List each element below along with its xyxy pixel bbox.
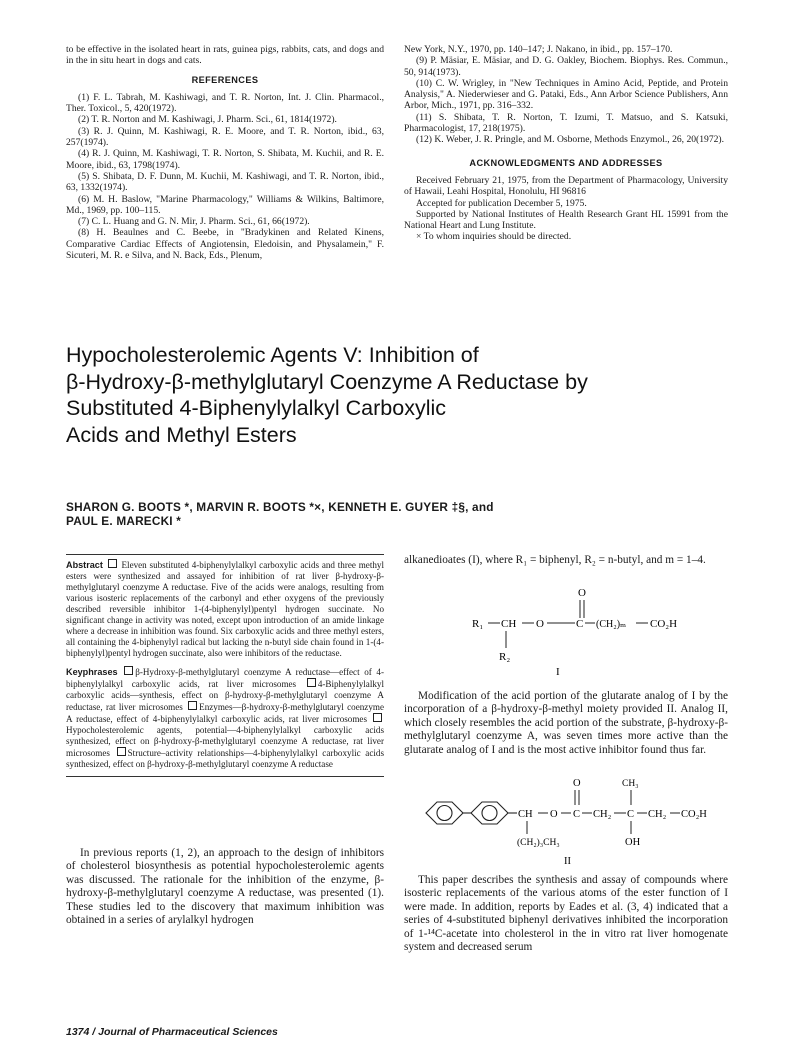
reference-item: (4) R. J. Quinn, M. Kashiwagi, T. R. Norton, S. Shibata, M. Kuchii, and R. E. Moore, ibid., 63, 1798(1974). — [66, 148, 384, 171]
struct-atom: (CH₂)₃CH₃ — [517, 838, 560, 848]
struct-atom: O — [578, 587, 586, 599]
left-top-block — [66, 44, 384, 261]
structure-label: I — [556, 666, 560, 676]
page-footer: 1374 / Journal of Pharmaceutical Sciences — [66, 1026, 278, 1038]
reference-continuation: New York, N.Y., 1970, pp. 140–147; J. Nakano, in ibid., pp. 157–170. — [404, 44, 673, 55]
keyphrases-label: Keyphrases — [66, 667, 118, 677]
struct-atom: O — [550, 809, 558, 820]
struct-atom: OH — [625, 837, 641, 848]
reference-item: (5) S. Shibata, D. F. Dunn, M. Kuchii, M. Kashiwagi, and T. R. Norton, ibid., 63, 1332(1974). — [66, 170, 384, 194]
struct-atom: CH₂ — [593, 809, 612, 820]
author-line: PAUL E. MARECKI * — [66, 514, 182, 528]
biphenyl-rings — [426, 802, 517, 824]
structure-label: II — [564, 856, 571, 866]
struct-atom: CO₂H — [681, 809, 707, 820]
struct-atom: O — [573, 778, 581, 789]
square-bullet-icon — [117, 747, 126, 756]
structure-II-diagram — [404, 778, 728, 866]
title-line: Hypocholesterolemic Agents V: Inhibition of — [66, 343, 479, 367]
struct-atom: CH₂ — [648, 809, 667, 820]
right-body-p3 — [404, 874, 728, 954]
struct-atom: C — [576, 618, 584, 630]
ack-item: Accepted for publication December 5, 1975. — [416, 197, 587, 209]
reference-item: (7) C. L. Huang and G. N. Mir, J. Pharm. Sci., 61, 66(1972). — [78, 216, 310, 228]
right-body-p2 — [404, 690, 728, 757]
title-line: β-Hydroxy-β-methylglutaryl Coenzyme A Reductase by — [66, 369, 588, 394]
title-line: Substituted 4-Biphenylylalkyl Carboxylic — [66, 396, 447, 420]
body-paragraph: alkanedioates (I), where R₁ = biphenyl, R₂ = n-butyl, and m = 1–4. — [404, 554, 706, 566]
references-list-left — [66, 92, 384, 261]
struct-atom: CH — [518, 809, 533, 820]
ack-item: Supported by National Institutes of Health Research Grant HL 15991 from the National Heart and Lung Institute. — [404, 208, 728, 232]
title-line: Acids and Methyl Esters — [66, 422, 297, 447]
square-bullet-icon — [373, 713, 382, 722]
reference-item: (10) C. W. Wrigley, in "New Techniques in Amino Acid, Peptide, and Protein Analysis," A. Niederwieser and G. Pataki, Eds., Ann Arbor Science Publishers, Ann Arbor, Mich., 1971, pp. 316–332. — [404, 77, 728, 112]
struct-atom: CH — [501, 618, 517, 630]
struct-atom: C — [627, 809, 635, 820]
struct-atom: (CH₂)ₘ — [596, 619, 627, 630]
reference-item: (1) F. L. Tabrah, M. Kashiwagi, and T. R. Norton, Int. J. Clin. Pharmacol., Ther. Toxicol., 5, 420(1972). — [66, 91, 384, 115]
keyphrase: Hypocholesterolemic agents, potential—4-biphenylylalkyl carboxylic acids synthesized, effect on β-hydroxy-β-methylglutaryl coenzyme A reductase, rat liver microsomes — [66, 725, 384, 758]
abstract-text: Eleven substituted 4-biphenylylalkyl carboxylic acids and three methyl esters were synthesized and assayed for inhibition of rat liver β-hydroxy-β-methylglutaryl coenzyme A reductase. Five of the acids were analogs, resulting from various isosteric replacements of the carbonyl and ether oxygens of the previously described reversible inhibitor 1-(4-biphenylyl)pentyl hydrogen succinate. No significant change in activity was noted, except upon introduction of an amide linkage where a decrease in inhibition was found. Six carboxylic acids and three methyl esters, all containing the 4-biphenylyl radical but lacking the n-butyl side chain found in 1-(4-biphenylyl)pentyl hydrogen succinate, also were inhibitors of the reductase. — [66, 560, 384, 658]
struct-atom: R₂ — [499, 651, 511, 663]
aromatic-circle — [437, 806, 452, 821]
body-paragraph: This paper describes the synthesis and assay of compounds where isosteric replacements of the various atoms of the ester function of I were made. In addition, reports by Eades et al. (3, 4) indicated that a series of 4-substituted biphenyl derivatives inhibited the incorporation of 1-¹⁴C-acetate into cholesterol in the in vitro rat liver homogenate system and decreased serum — [404, 874, 728, 954]
struct-atom: CH₃ — [622, 779, 639, 789]
keyphrase: Structure–activity relationships—4-biphenylylalkyl carboxylic acids synthesized, effect on β-hydroxy-β-methylglutaryl coenzyme A reductase — [66, 748, 384, 769]
article-title — [66, 342, 706, 448]
body-paragraph: Modification of the acid portion of the glutarate analog of I by the incorporation of a β-hydroxy-β-methyl moiety provided II. Analog II, which closely resembles the acid portion of the substrate, β-hydroxy-β-methylglutaryl coenzyme A, was seven times more active than the glutarate analog of I and is the most active inhibitor found thus far. — [404, 690, 728, 756]
references-heading: REFERENCES — [191, 74, 259, 85]
struct-atom: C — [573, 809, 581, 820]
keyphrases-paragraph — [66, 666, 384, 770]
square-bullet-icon — [124, 666, 133, 675]
reference-item: (3) R. J. Quinn, M. Kashiwagi, R. E. Moore, and T. R. Norton, ibid., 63, 257(1974). — [66, 125, 384, 149]
keyphrase: 4-Biphenylylalkyl carboxylic acids—synthesis, effect on β-hydroxy-β-methylglutaryl coenzyme A reductase, rat liver microsomes — [66, 679, 384, 712]
keyphrase: Enzymes—β-hydroxy-β-methylglutaryl coenzyme A reductase, effect of 4-biphenylylalkyl carboxylic acids, rat liver microsomes — [66, 702, 384, 724]
reference-item: (9) P. Mäsiar, E. Mäsiar, and D. G. Oakley, Biochem. Biophys. Res. Commun., 50, 914(1973). — [404, 55, 728, 78]
acknowledgments-heading: ACKNOWLEDGMENTS AND ADDRESSES — [469, 157, 663, 168]
left-body — [66, 847, 384, 927]
abstract-label: Abstract — [66, 560, 103, 570]
acknowledgments-list — [404, 175, 728, 243]
struct-atom: R₁ — [472, 618, 484, 630]
intro-paragraph: In previous reports (1, 2), an approach to the design of inhibitors of cholesterol biosynthesis as potential hypocholesterolemic agents was discussed. The rationale for the inhibition of the enzyme, β-hydroxy-β-methylglutaryl coenzyme A reductase, was presented (1). These studies led to the discovery that maximum inhibition was obtained in a series of arylalkyl hydrogen — [66, 847, 384, 927]
square-bullet-icon — [188, 701, 197, 710]
struct-atom: CO₂H — [650, 618, 678, 630]
abstract-paragraph — [66, 559, 384, 659]
reference-item: (2) T. R. Norton and M. Kashiwagi, J. Pharm. Sci., 61, 1814(1972). — [78, 114, 337, 126]
reference-item: (6) M. H. Baslow, "Marine Pharmacology," Williams & Wilkins, Baltimore, Md., 1969, pp. 100–115. — [66, 193, 384, 216]
ack-item: × To whom inquiries should be directed. — [416, 231, 572, 243]
reference-item: (12) K. Weber, J. R. Pringle, and M. Osborne, Methods Enzymol., 26, 20(1972). — [416, 134, 725, 146]
right-body-p1 — [404, 554, 728, 567]
carryover-text: to be effective in the isolated heart in rats, guinea pigs, rabbits, cats, and dogs and in the in situ heart in dogs and cats. — [66, 44, 384, 67]
references-list-right — [404, 55, 728, 145]
abstract-box — [66, 554, 384, 777]
aromatic-circle — [482, 806, 497, 821]
author-list — [66, 500, 726, 528]
right-top-block — [404, 44, 728, 243]
author-line: SHARON G. BOOTS *, MARVIN R. BOOTS *×, KENNETH E. GUYER ‡§, and — [66, 500, 494, 514]
struct-atom: O — [536, 618, 544, 630]
square-bullet-icon — [108, 559, 117, 568]
structure-I-diagram — [470, 586, 690, 676]
reference-item: (8) H. Beaulnes and C. Beebe, in "Bradykinen and Related Kinens, Comparative Cardiac Effects of Angiotensin, Eledoisin, and Physalamein," F. Sicuteri, M. R. e Silva, and N. Back, Eds., Plenum, — [66, 227, 384, 262]
keyphrase: β-Hydroxy-β-methylglutaryl coenzyme A reductase—effect of 4-biphenylylalkyl carboxylic acids, rat liver microsomes — [66, 667, 384, 689]
ack-item: Received February 21, 1975, from the Department of Pharmacology, University of Hawaii, Leahi Hospital, Honolulu, HI 96816 — [404, 174, 728, 198]
square-bullet-icon — [307, 678, 316, 687]
reference-item: (11) S. Shibata, T. R. Norton, T. Izumi, T. Matsuo, and S. Katsuki, Pharmacologist, 17, 218(1975). — [404, 111, 728, 135]
